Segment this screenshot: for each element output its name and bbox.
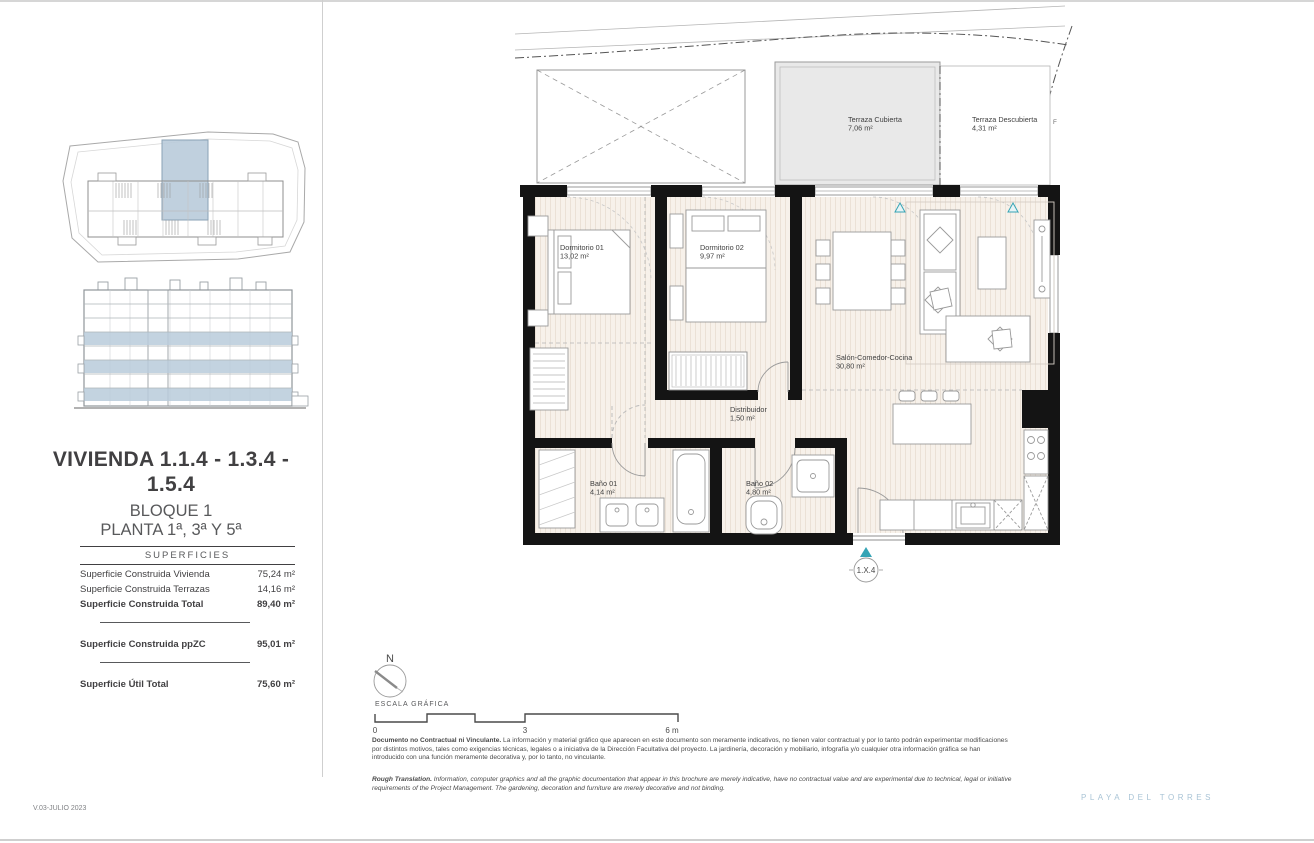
room-label-distribuidor: Distribuidor 1,50 m²	[730, 405, 767, 423]
disclaimer-spanish-lead: Documento no Contractual ni Vinculante.	[372, 737, 502, 744]
scale-tick-end: 6 m	[665, 726, 679, 735]
surface-value: 14,16 m²	[257, 584, 295, 595]
table-divider	[100, 622, 250, 623]
north-label: N	[386, 653, 394, 665]
north-arrow	[374, 653, 406, 697]
brand-label: PLAYA DEL TORRES	[1081, 793, 1214, 802]
unit-title: VIVIENDA 1.1.4 - 1.3.4 - 1.5.4	[52, 448, 290, 496]
version-label: V.03-JULIO 2023	[33, 805, 87, 812]
surface-row-construida-terrazas	[80, 580, 295, 595]
surface-label: Superficie Construida Terrazas	[80, 584, 210, 595]
terraza-descubierta	[940, 66, 1057, 185]
wardrobe-dormitorio-02	[669, 352, 747, 390]
building-elevation	[70, 268, 310, 418]
boundary-label: F	[1053, 119, 1057, 126]
disclaimer-english	[372, 776, 1012, 793]
surface-label: Superficie Construida ppZC	[80, 639, 206, 650]
sidebar-divider	[322, 0, 323, 777]
graphic-scale	[373, 699, 679, 735]
surface-value: 95,01 m²	[256, 639, 295, 650]
floor-plan-area	[340, 0, 1075, 740]
surface-label: Superficie Construida Vivienda	[80, 569, 210, 580]
surface-row-construida-vivienda	[80, 565, 295, 580]
disclaimer-spanish-body: La información y material gráfico que aparecen en este documento son meramente indicativos, no tienen valor contractual y por lo tanto podrán experimentar modificaciones por distintos motivos, tales como exigencias técnicas, legales o a iniciativa de la Dirección Facultativa del proyecto. La jardinería, decoración y mobiliario, infografía y/o cualquier otra información gráfica se han introducido con una función meramente decorativa y, por lo tanto, no vinculante.	[372, 737, 1008, 762]
surface-label: Superficie Útil Total	[80, 679, 169, 690]
surface-row-construida-ppzc	[80, 635, 295, 650]
highlighted-floors	[84, 332, 292, 401]
surface-row-util-total	[80, 675, 295, 690]
room-label-dormitorio-01: Dormitorio 01 13,02 m²	[560, 243, 604, 261]
surface-value: 89,40 m²	[256, 599, 295, 610]
entrance-marker	[849, 547, 883, 582]
neighbour-terrace	[537, 70, 745, 183]
wall-shelf	[1034, 220, 1050, 298]
table-divider	[100, 662, 250, 663]
disclaimer-english-body: Information, computer graphics and all the graphic documentation that appear in this brochure are merely indicative, have no contractual value and are experimental due to technical, legal or initiative requirements of the Project Management. The gardening, decoration and furniture are merely decorative and not binding.	[372, 776, 1012, 792]
wardrobe-dormitorio-01	[530, 348, 568, 410]
terraza-cubierta	[775, 62, 940, 185]
surfaces-table	[80, 546, 295, 690]
surface-value: 75,60 m²	[256, 679, 295, 690]
surface-row-construida-total	[80, 595, 295, 610]
site-key-plan	[58, 126, 310, 276]
room-label: Terraza Descubierta 4,31 m²	[972, 115, 1038, 133]
dining-set	[816, 232, 905, 310]
bottom-rule	[0, 839, 1314, 841]
block-subtitle: BLOQUE 1	[129, 502, 213, 520]
disclaimer-spanish	[372, 737, 1012, 763]
floor-subtitle: PLANTA 1ª, 3ª Y 5ª	[100, 521, 242, 539]
unit-marker-label: 1.X.4	[856, 566, 876, 575]
room-label-bano-02: Baño 02 4,80 m²	[746, 479, 774, 497]
scale-label: ESCALA GRÁFICA	[375, 701, 450, 708]
surfaces-heading: SUPERFICIES	[80, 546, 295, 565]
room-label-salon: Salón-Comedor-Cocina 30,80 m²	[836, 353, 913, 371]
sidebar	[20, 0, 322, 843]
room-label: Terraza Cubierta 7,06 m²	[848, 115, 902, 133]
surface-label: Superficie Construida Total	[80, 599, 204, 610]
room-label-dormitorio-02: Dormitorio 02 9,97 m²	[700, 243, 744, 261]
highlighted-unit	[162, 140, 208, 220]
disclaimer-english-lead: Rough Translation.	[372, 776, 432, 783]
scale-tick-mid: 3	[522, 726, 528, 735]
room-label-bano-01: Baño 01 4,14 m²	[590, 479, 618, 497]
scale-tick-start: 0	[372, 726, 378, 735]
floor-plan	[340, 0, 1075, 735]
surface-value: 75,24 m²	[257, 569, 295, 580]
